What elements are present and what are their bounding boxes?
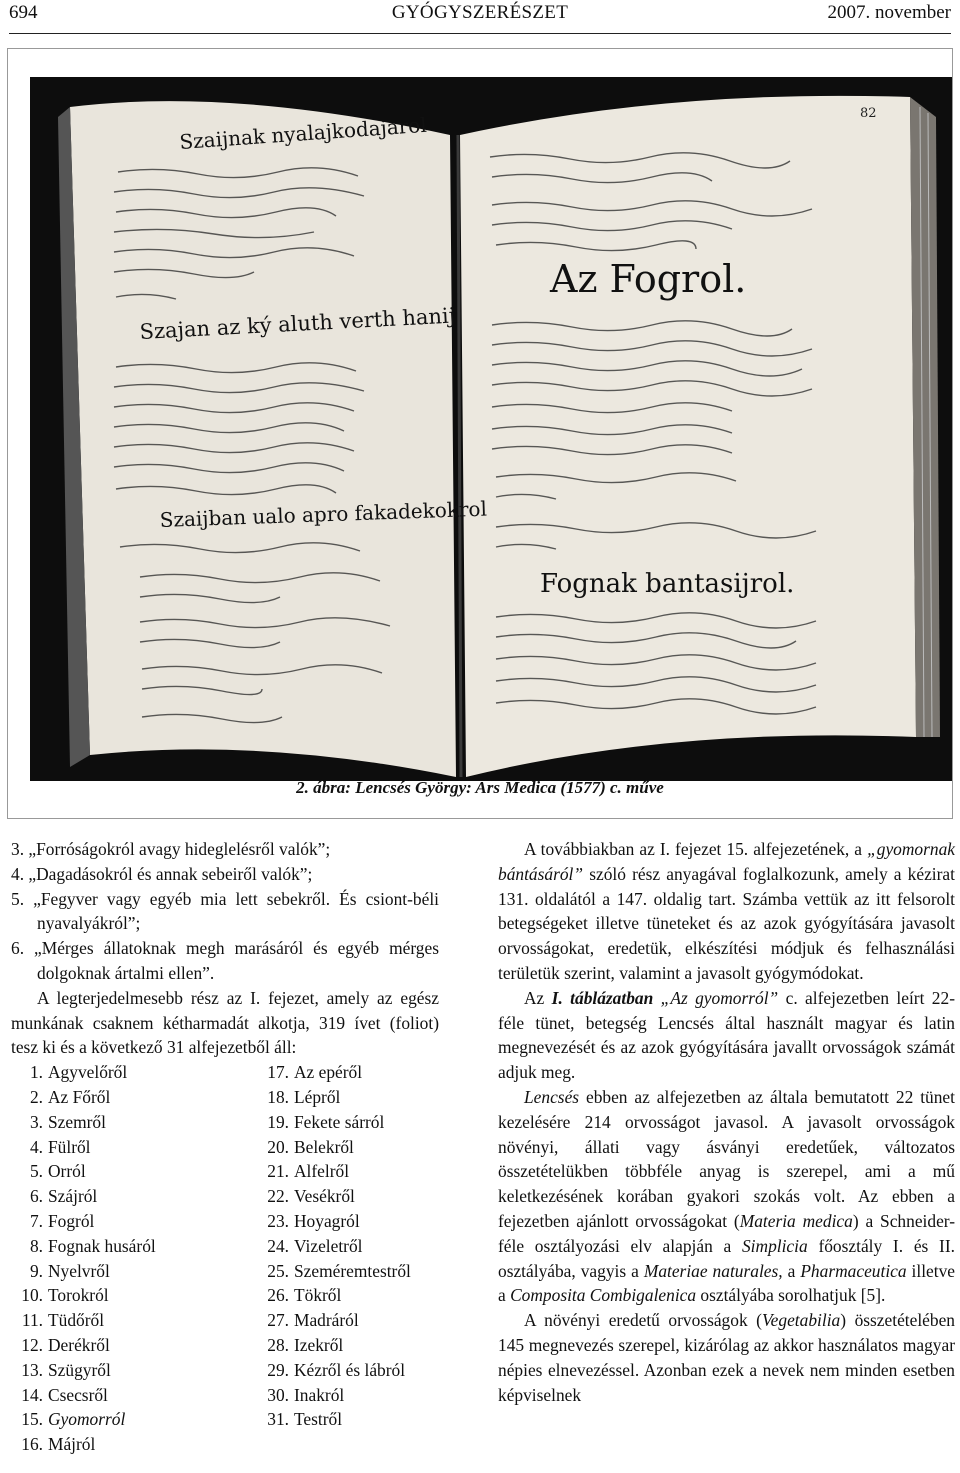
chapter-title: Szeméremtestről xyxy=(294,1260,411,1281)
running-header xyxy=(9,2,951,28)
chapter-item xyxy=(11,1358,257,1383)
chapter-number: 14. xyxy=(21,1384,43,1405)
chapter-title: Derékről xyxy=(48,1334,110,1355)
chapter-title: Szájról xyxy=(48,1186,98,1207)
chapter-item xyxy=(11,1135,257,1160)
chapter-number: 4. xyxy=(29,1136,43,1157)
chapter-number: 5. xyxy=(29,1161,43,1182)
chapter-item xyxy=(11,1333,257,1358)
body-paragraph: Lencsés ebben az alfejezetben az általa bemutatott 22 tünet kezelésére 214 orvosságot javasol. A javasolt orvosságok növényi, állati vagy ásványi eredetűek, változatos összetételükben többféle anyag is szerepel, ami a mű keletkezésének korában gyakori szokás volt. Az ebben a fejezetben ajánlott orvosságokat (Materia medica) a Schneider-féle osztályozási elv alapján a Simplicia főosztály I. és II. osztályába, vagyis a Materiae naturales, a Pharmaceutica illetve a Composita Combigalenica osztályába sorolhatjuk [5]. xyxy=(498,1086,956,1306)
manuscript-heading-right-2: Fognak bantasijrol. xyxy=(540,569,795,599)
chapter-title: Fognak husáról xyxy=(48,1235,156,1256)
chapter-title: Orról xyxy=(48,1161,86,1182)
list-item: 5. „Fegyver vagy egyéb mia lett sebekről. És csiont-béli nyavalyákról”; xyxy=(11,888,439,934)
chapter-title: Torokról xyxy=(48,1285,109,1306)
chapter-title: Vesékről xyxy=(294,1186,355,1207)
chapter-title: Testről xyxy=(294,1409,343,1430)
chapter-title: Madráról xyxy=(294,1310,359,1331)
chapter-title: Tüdőről xyxy=(48,1310,105,1331)
body-paragraph: A legterjedelmesebb rész az I. fejezet, amely az egész munkának csaknem kétharmadát alkotja, 319 ívet (foliot) tesz ki és a következő 31 alfejezetből áll: xyxy=(11,987,439,1058)
chapter-item xyxy=(257,1085,411,1110)
chapter-item xyxy=(11,1432,257,1457)
chapter-item xyxy=(11,1184,257,1209)
figure-frame xyxy=(7,48,953,819)
chapter-number: 10. xyxy=(21,1285,43,1306)
chapter-number: 26. xyxy=(267,1285,289,1306)
chapter-number: 16. xyxy=(21,1434,43,1455)
list-item: 3. „Forróságokról avagy hideglelésről valók”; xyxy=(11,839,331,859)
manuscript-photo xyxy=(30,77,952,781)
chapter-title: Alfelről xyxy=(294,1161,350,1182)
chapter-item xyxy=(257,1383,411,1408)
chapter-number: 28. xyxy=(267,1334,289,1355)
chapter-number: 19. xyxy=(267,1111,289,1132)
chapter-number: 31. xyxy=(267,1409,289,1430)
chapter-item xyxy=(11,1159,257,1184)
chapter-item xyxy=(257,1184,411,1209)
list-item: 4. „Dagadásokról és annak sebeiről valók”; xyxy=(11,863,313,884)
chapter-item xyxy=(257,1135,411,1160)
chapter-item xyxy=(11,1209,257,1234)
chapter-title: Izekről xyxy=(294,1334,344,1355)
chapter-item xyxy=(257,1110,411,1135)
chapter-number: 8. xyxy=(29,1235,43,1256)
chapter-number: 22. xyxy=(267,1186,289,1207)
chapter-number: 12. xyxy=(21,1334,43,1355)
chapter-title: Tökről xyxy=(294,1285,342,1306)
chapter-item xyxy=(11,1085,257,1110)
chapter-title: Szemről xyxy=(48,1111,106,1132)
chapter-title: Nyelvről xyxy=(48,1260,110,1281)
chapter-title: Gyomorról xyxy=(48,1409,126,1430)
chapter-number: 17. xyxy=(267,1062,289,1083)
chapter-item xyxy=(11,1383,257,1408)
body-paragraph: Az I. táblázatban „Az gyomorról” c. alfejezetben leírt 22-féle tünet, betegség Lencsés által használt magyar és latin megnevezését és az azok gyógyítására javallt orvosságok számát adjuk meg. xyxy=(498,987,955,1083)
chapter-title: Lépről xyxy=(294,1086,341,1107)
chapter-title: Inakról xyxy=(294,1384,345,1405)
chapter-item xyxy=(257,1060,411,1085)
chapter-number: 9. xyxy=(29,1260,43,1281)
page-number: 694 xyxy=(9,2,38,23)
chapter-title: Hoyagról xyxy=(294,1210,360,1231)
chapter-number: 29. xyxy=(267,1359,289,1380)
chapter-number: 30. xyxy=(267,1384,289,1405)
chapter-title: Májról xyxy=(48,1434,96,1455)
issue-date: 2007. november xyxy=(827,2,951,23)
manuscript-heading-left-2: Szajan az ký aluth verth hanij xyxy=(139,303,456,344)
manuscript-folio-number: 82 xyxy=(860,106,877,121)
chapter-title: Szügyről xyxy=(48,1359,111,1380)
chapter-list xyxy=(11,1060,439,1457)
chapter-number: 6. xyxy=(29,1186,43,1207)
right-column xyxy=(498,837,955,1407)
chapter-number: 21. xyxy=(267,1161,289,1182)
chapter-number: 24. xyxy=(267,1235,289,1256)
figure-caption: 2. ábra: Lencsés György: Ars Medica (1577) c. műve xyxy=(296,778,664,797)
chapter-item xyxy=(257,1308,411,1333)
chapter-item xyxy=(257,1209,411,1234)
chapter-title: Csecsről xyxy=(48,1384,108,1405)
left-column xyxy=(11,837,439,1457)
manuscript-heading-left-3: Szaijban ualo apro fakadekokrol xyxy=(159,496,488,532)
chapter-title: Az epéről xyxy=(294,1062,363,1083)
chapter-title: Fogról xyxy=(48,1210,95,1231)
chapter-item xyxy=(257,1234,411,1259)
chapter-title: Kézről és lábról xyxy=(294,1359,406,1380)
chapter-item xyxy=(257,1283,411,1308)
chapter-title: Agyvelőről xyxy=(48,1062,128,1083)
journal-title: GYÓGYSZERÉSZET xyxy=(391,2,569,23)
manuscript-heading-right-1: Az Fogrol. xyxy=(550,257,747,301)
chapter-number: 11. xyxy=(21,1310,43,1331)
chapter-item xyxy=(11,1110,257,1135)
chapter-item xyxy=(11,1308,257,1333)
body-paragraph: A továbbiakban az I. fejezet 15. alfejezetének, a „gyomornak bántásáról” szóló rész anyagával foglalkozunk, amely a kézirat 131. oldalától a 147. oldalig tart. Számba vettük az itt felsorolt betegségeket illetve tüneteket és az azok gyógyítására javasolt orvosságokat, eredetük, elkészítési módjuk és felhasználási területük szerint, valamint a javasolt gyógymódokat. xyxy=(498,839,955,983)
chapter-number: 23. xyxy=(267,1210,289,1231)
chapter-item xyxy=(257,1407,411,1432)
chapter-title: Fekete sárról xyxy=(294,1111,385,1132)
chapter-item xyxy=(257,1159,411,1184)
chapter-number: 1. xyxy=(29,1062,43,1083)
chapter-item xyxy=(257,1259,411,1284)
chapter-number: 20. xyxy=(267,1136,289,1157)
chapter-number: 7. xyxy=(29,1210,43,1231)
chapter-number: 2. xyxy=(29,1086,43,1107)
body-paragraph: A növényi eredetű orvosságok (Vegetabilia) összetételében 145 megnevezés szerepel, kizárólag az akkor használatos magyar népies elnevezéssel. Azonban ezek a nevek nem minden esetben képviselnek xyxy=(498,1310,955,1405)
chapter-list-col-2 xyxy=(257,1060,411,1457)
chapter-list-col-1 xyxy=(11,1060,257,1457)
left-page xyxy=(70,101,456,777)
chapter-title: Az Főről xyxy=(48,1086,111,1107)
chapter-title: Fülről xyxy=(48,1136,91,1157)
manuscript-heading-left-1: Szaijnak nyalajkodajarol xyxy=(178,112,428,154)
chapter-number: 3. xyxy=(29,1111,43,1132)
chapter-number: 13. xyxy=(21,1359,43,1380)
chapter-item xyxy=(11,1283,257,1308)
chapter-item xyxy=(11,1060,257,1085)
chapter-item xyxy=(11,1407,257,1432)
chapter-number: 27. xyxy=(267,1310,289,1331)
chapter-number: 25. xyxy=(267,1260,289,1281)
chapter-title: Belekről xyxy=(294,1136,354,1157)
header-rule xyxy=(9,33,951,34)
chapter-item xyxy=(257,1333,411,1358)
chapter-item xyxy=(257,1358,411,1383)
list-item: 6. „Mérges állatoknak megh marásáról és egyéb mérges dolgoknak ártalmi ellen”. xyxy=(11,938,439,983)
chapter-item xyxy=(11,1259,257,1284)
right-page xyxy=(460,96,916,777)
chapter-item xyxy=(11,1234,257,1259)
chapter-number: 15. xyxy=(21,1409,43,1430)
chapter-number: 18. xyxy=(267,1086,289,1107)
chapter-title: Vizeletről xyxy=(294,1235,363,1256)
